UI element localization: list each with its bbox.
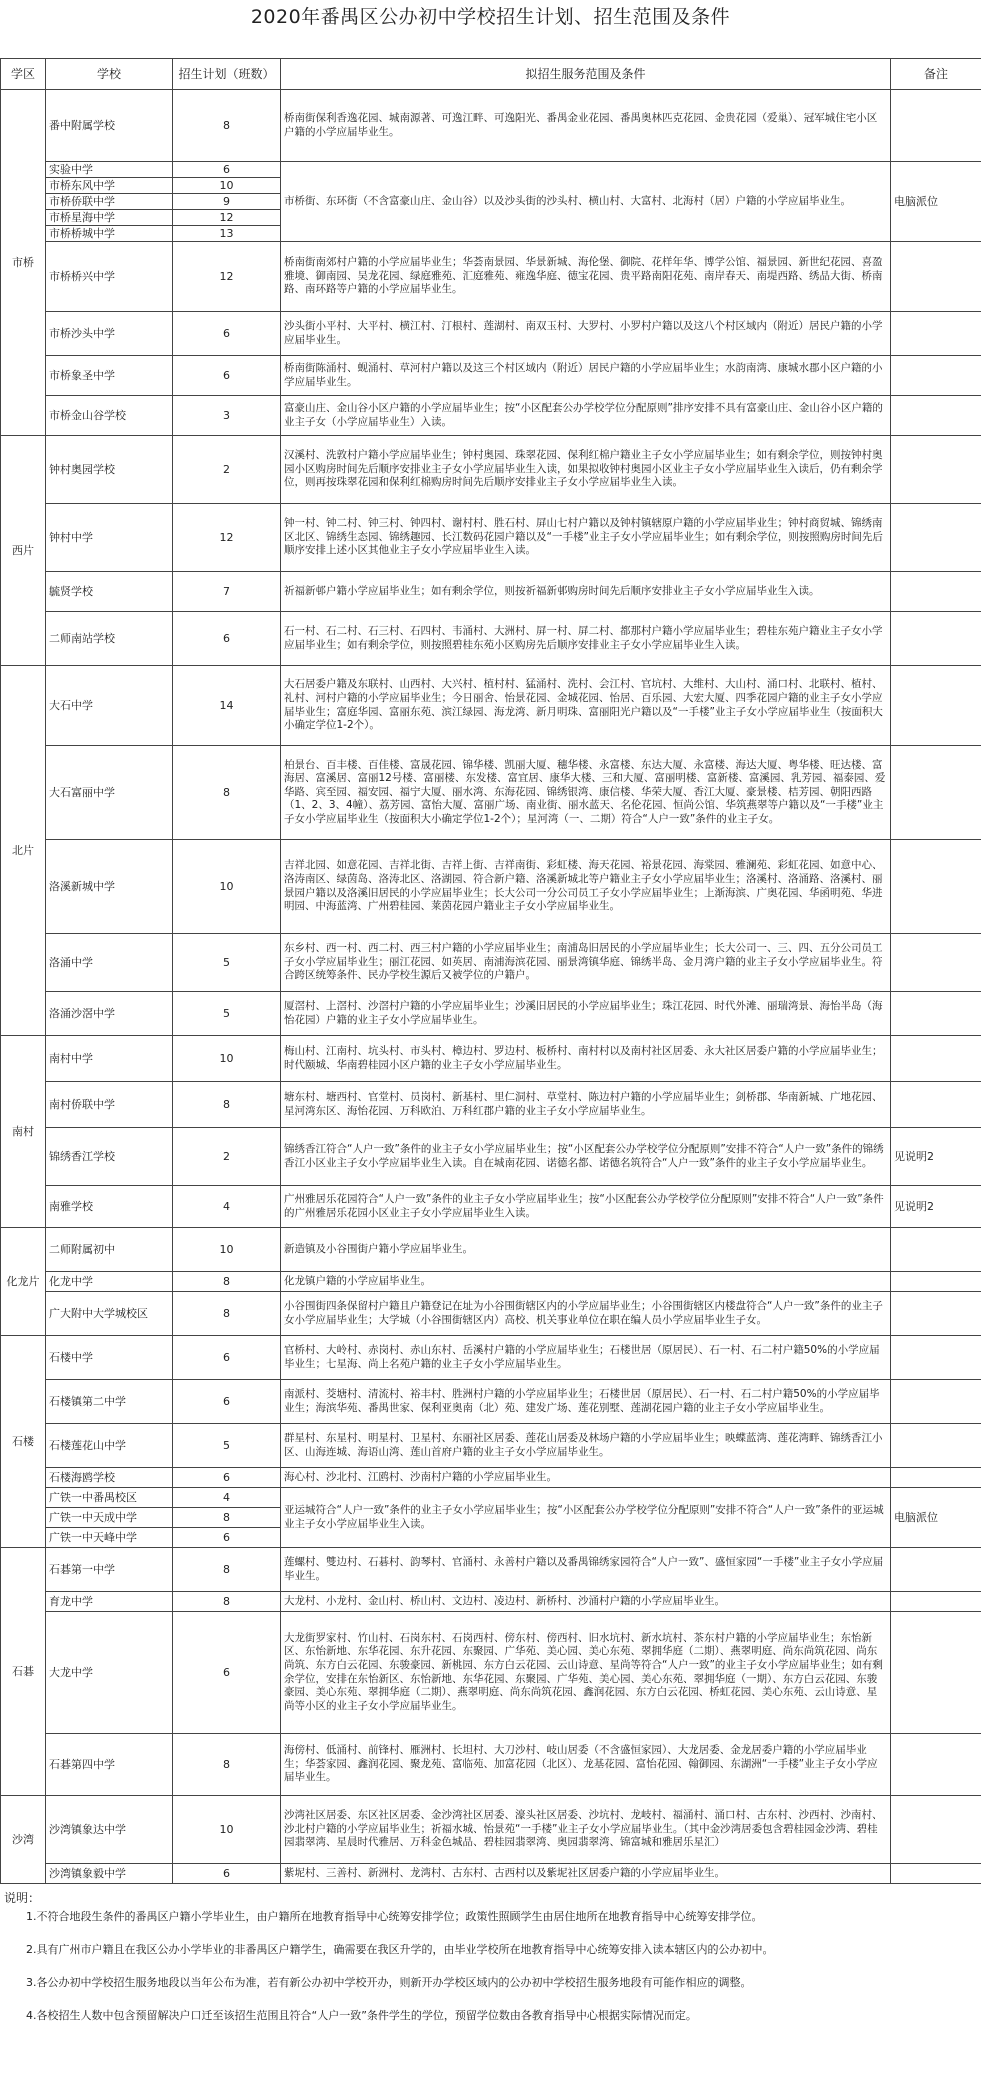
school-cell: 育龙中学 bbox=[46, 1592, 173, 1612]
plan-cell: 7 bbox=[173, 572, 281, 612]
scope-cell: 厦滘村、上滘村、沙滘村户籍的小学应届毕业生；沙溪旧居民的小学应届毕业生；珠江花园、时代外滩、丽瑞湾景、海怡半岛（海怡花园）户籍的业主子女小学应届毕业生。 bbox=[281, 992, 891, 1036]
plan-cell: 6 bbox=[173, 1864, 281, 1884]
region-cell: 南村 bbox=[1, 1036, 46, 1228]
school-cell: 广铁一中天成中学 bbox=[46, 1508, 173, 1528]
remark-cell bbox=[891, 1336, 981, 1380]
table-row bbox=[1, 1128, 981, 1186]
plan-cell: 10 bbox=[173, 1796, 281, 1864]
scope-cell: 莲螺村、雙边村、石碁村、韵琴村、官涌村、永善村户籍以及番禺锦绣家园符合“人户一致”、盛恒家园“一手楼”业主子女小学应届毕业生。 bbox=[281, 1548, 891, 1592]
page-title: 2020年番禺区公办初中学校招生计划、招生范围及条件 bbox=[250, 6, 731, 28]
plan-cell: 8 bbox=[173, 1272, 281, 1292]
scope-cell: 大龙村、小龙村、金山村、桥山村、文边村、凌边村、新桥村、沙涌村户籍的小学应届毕业生。 bbox=[281, 1592, 891, 1612]
header-remark: 备注 bbox=[891, 59, 981, 90]
scope-cell: 柏景台、百丰楼、百佳楼、富晟花园、锦华楼、凯丽大厦、穗华楼、永富楼、东达大厦、永富楼、海达大厦、粤华楼、旺达楼、富海居、富溪居、富丽12号楼、富丽楼、东发楼、富宜居、康华大楼、三和大厦、富丽明楼、富新楼、富溪园、乳芳园、福泰园、爱华路、宾至园、福安园、福宁大厦、丽水湾、东海花园、锦绣银湾、康信楼、华荣大厦、香江大厦、豪景楼、桔芳园、朝阳西路（1、2、3、4幢）、荔芳园、富怡大厦、富丽广场、南业街、丽水蓝天、名伦花园、恒尚公馆、华筑燕翠等户籍以及“一手楼”业主子女小学应届毕业生（按面积大小确定学位1-2个）；星河湾（一、二期）符合“人户一致”条件的业主子女。 bbox=[281, 746, 891, 840]
region-cell: 石楼 bbox=[1, 1336, 46, 1548]
scope-cell: 石一村、石二村、石三村、石四村、韦涌村、大洲村、屏一村、屏二村、都那村户籍小学应届毕业生；碧桂东苑户籍业主子女小学应届毕业生；如有剩余学位，则按照碧桂东苑小区购房先后顺序安排业主子女小学应届毕业生入读。 bbox=[281, 612, 891, 666]
school-cell: 广铁一中天峰中学 bbox=[46, 1528, 173, 1548]
remark-cell bbox=[891, 840, 981, 934]
school-cell: 钟村中学 bbox=[46, 504, 173, 572]
school-cell: 大石富丽中学 bbox=[46, 746, 173, 840]
scope-cell: 海心村、沙北村、江鸥村、沙南村户籍的小学应届毕业生。 bbox=[281, 1468, 891, 1488]
plan-cell: 6 bbox=[173, 1612, 281, 1734]
table-row bbox=[1, 1796, 981, 1864]
note-item: 4.各校招生人数中包含预留解决户口迁至该招生范围且符合“人户一致”条件学生的学位，预留学位数由各教育指导中心根据实际情况而定。 bbox=[26, 2009, 697, 2022]
remark-cell bbox=[891, 436, 981, 504]
scope-cell: 吉祥北园、如意花园、吉祥北街、吉祥上街、吉祥南街、彩虹楼、海天花园、裕景花园、海棠园、雅澜苑、彩虹花园、如意中心、洛涛南区、绿茵岛、洛涛北区、洛湖园、符合新户籍、洛溪新城北等户籍业主子女小学应届毕业生；洛溪村、洛涌路、洛溪村、丽景园户籍以及洛溪旧居民的小学应届毕业生；长大公司一分公司员工子女小学应届毕业生；上渐海滨、广奥花园、华函明苑、华进明园、中海蓝湾、广州碧桂园、莱茵花园户籍业主子女小学应届毕业生。 bbox=[281, 840, 891, 934]
plan-cell: 4 bbox=[173, 1186, 281, 1228]
remark-cell bbox=[891, 90, 981, 162]
scope-cell: 梅山村、江南村、坑头村、市头村、樟边村、罗边村、板桥村、南村村以及南村社区居委、永大社区居委户籍的小学应届毕业生；时代颐城、华南碧桂园小区户籍的业主子女小学应届毕业生。 bbox=[281, 1036, 891, 1082]
remark-cell bbox=[891, 1612, 981, 1734]
table-row bbox=[1, 1612, 981, 1734]
scope-cell: 祈福新邨户籍小学应届毕业生；如有剩余学位，则按祈福新邨购房时间先后顺序安排业主子女小学应届毕业生入读。 bbox=[281, 572, 891, 612]
header-region: 学区 bbox=[1, 59, 46, 90]
school-cell: 市桥星海中学 bbox=[46, 210, 173, 226]
table-row bbox=[1, 1336, 981, 1380]
table-row bbox=[1, 1036, 981, 1082]
school-cell: 大石中学 bbox=[46, 666, 173, 746]
remark-cell bbox=[891, 746, 981, 840]
remark-cell: 电脑派位 bbox=[891, 162, 981, 242]
table-row bbox=[1, 1082, 981, 1128]
school-cell: 石碁第四中学 bbox=[46, 1734, 173, 1796]
table-row bbox=[1, 1488, 981, 1508]
region-cell: 西片 bbox=[1, 436, 46, 666]
table-row bbox=[1, 242, 981, 312]
plan-cell: 8 bbox=[173, 1592, 281, 1612]
table-row bbox=[1, 1592, 981, 1612]
remark-cell bbox=[891, 1292, 981, 1336]
header-plan: 招生计划（班数） bbox=[173, 59, 281, 90]
school-cell: 番中附属学校 bbox=[46, 90, 173, 162]
plan-cell: 6 bbox=[173, 1468, 281, 1488]
school-cell: 市桥桥兴中学 bbox=[46, 242, 173, 312]
remark-cell bbox=[891, 992, 981, 1036]
school-cell: 二师南站学校 bbox=[46, 612, 173, 666]
table-row bbox=[1, 1186, 981, 1228]
scope-cell: 市桥街、东环街（不含富豪山庄、金山谷）以及沙头街的沙头村、横山村、大富村、北海村（居）户籍的小学应届毕业生。 bbox=[281, 162, 891, 242]
remark-cell bbox=[891, 1036, 981, 1082]
remark-cell bbox=[891, 1468, 981, 1488]
remark-cell bbox=[891, 1228, 981, 1272]
scope-cell: 钟一村、钟二村、钟三村、钟四村、谢村村、胜石村、屏山七村户籍以及钟村镇辖原户籍的小学应届毕业生；钟村商贸城、锦绣南区北区、锦绣生态园、锦绣趣园、长江数码花园户籍以及“一手楼”业主子女小学应届毕业生；如有剩余学位，则按照购房时间先后顺序安排上述小区其他业主子女小学应届毕业生入读。 bbox=[281, 504, 891, 572]
school-cell: 市桥金山谷学校 bbox=[46, 396, 173, 436]
plan-cell: 12 bbox=[173, 242, 281, 312]
scope-cell: 富豪山庄、金山谷小区户籍的小学应届毕业生；按“小区配套公办学校学位分配原则”排序安排不具有富豪山庄、金山谷小区户籍的业主子女（小学应届毕业生）入读。 bbox=[281, 396, 891, 436]
table-row bbox=[1, 1424, 981, 1468]
scope-cell: 桥南街陈涌村、蚬涌村、草河村户籍以及这三个村区域内（附近）居民户籍的小学应届毕业生；水韵南湾、康城水郡小区户籍的小学应届毕业生。 bbox=[281, 356, 891, 396]
plan-cell: 6 bbox=[173, 356, 281, 396]
school-cell: 沙湾镇象毅中学 bbox=[46, 1864, 173, 1884]
table-row bbox=[1, 1228, 981, 1272]
plan-cell: 8 bbox=[173, 1548, 281, 1592]
remark-cell bbox=[891, 572, 981, 612]
plan-cell: 9 bbox=[173, 194, 281, 210]
remark-cell bbox=[891, 1424, 981, 1468]
table-row bbox=[1, 572, 981, 612]
remark-cell bbox=[891, 312, 981, 356]
table-row bbox=[1, 1734, 981, 1796]
scope-cell: 群星村、东星村、明星村、卫星村、东丽社区居委、莲花山居委及林场户籍的小学应届毕业生；映蝶蓝湾、莲花湾畔、锦绣香江小区、山海连城、海语山湾、莲山首府户籍的业主子女小学应届毕业生。 bbox=[281, 1424, 891, 1468]
remark-cell bbox=[891, 612, 981, 666]
table-row bbox=[1, 934, 981, 992]
remark-cell bbox=[891, 1592, 981, 1612]
table-row bbox=[1, 90, 981, 162]
scope-cell: 东乡村、西一村、西二村、西三村户籍的小学应届毕业生；南浦岛旧居民的小学应届毕业生；长大公司一、三、四、五分公司员工子女小学应届毕业生；丽江花园、如英居、南浦海滨花园、丽景湾镇华庭、锦绣半岛、金月湾户籍的业主子女小学应届毕业生。符合跨区统筹条件、民办学校生源后又被学位的户籍户。 bbox=[281, 934, 891, 992]
scope-cell: 汉溪村、洗敦村户籍小学应届毕业生；钟村奥园、珠翠花园、保利红棉户籍业主子女小学应届毕业生；如有剩余学位，则按钟村奥园小区购房时间先后顺序安排业主子女小学应届毕业生入读，如果拟收钟村奥园小区业主子女小学应届毕业生入读后，仍有剩余学位，则再按珠翠花园和保利红棉购房时间先后顺序安排业主子女小学应届毕业生入读。 bbox=[281, 436, 891, 504]
plan-cell: 2 bbox=[173, 1128, 281, 1186]
plan-cell: 2 bbox=[173, 436, 281, 504]
plan-cell: 5 bbox=[173, 992, 281, 1036]
header-scope: 拟招生服务范围及条件 bbox=[281, 59, 891, 90]
scope-cell: 官桥村、大岭村、赤岗村、赤山东村、岳溪村户籍的小学应届毕业生；石楼世居（原居民）、石一村、石二村户籍50%的小学应届毕业生；七星海、尚上名苑户籍的业主子女小学应届毕业生。 bbox=[281, 1336, 891, 1380]
plan-cell: 8 bbox=[173, 1508, 281, 1528]
school-cell: 南雅学校 bbox=[46, 1186, 173, 1228]
school-cell: 市桥沙头中学 bbox=[46, 312, 173, 356]
remark-cell bbox=[891, 1796, 981, 1864]
table-row bbox=[1, 840, 981, 934]
school-cell: 沙湾镇象达中学 bbox=[46, 1796, 173, 1864]
school-cell: 化龙中学 bbox=[46, 1272, 173, 1292]
plan-cell: 6 bbox=[173, 312, 281, 356]
plan-cell: 10 bbox=[173, 1036, 281, 1082]
scope-cell: 紫坭村、三善村、新洲村、龙湾村、古东村、古西村以及紫坭社区居委户籍的小学应届毕业生。 bbox=[281, 1864, 891, 1884]
plan-cell: 6 bbox=[173, 1380, 281, 1424]
remark-cell bbox=[891, 1734, 981, 1796]
remark-cell bbox=[891, 356, 981, 396]
school-cell: 南村侨联中学 bbox=[46, 1082, 173, 1128]
notes-section bbox=[0, 1884, 981, 2042]
region-cell: 市桥 bbox=[1, 90, 46, 436]
remark-cell bbox=[891, 666, 981, 746]
region-cell: 北片 bbox=[1, 666, 46, 1036]
remark-cell bbox=[891, 242, 981, 312]
table-row bbox=[1, 612, 981, 666]
school-cell: 市桥东风中学 bbox=[46, 178, 173, 194]
school-cell: 二师附属初中 bbox=[46, 1228, 173, 1272]
table-row bbox=[1, 1272, 981, 1292]
plan-cell: 3 bbox=[173, 396, 281, 436]
scope-cell: 新造镇及小谷围街户籍小学应届毕业生。 bbox=[281, 1228, 891, 1272]
remark-cell bbox=[891, 1548, 981, 1592]
table-row bbox=[1, 396, 981, 436]
plan-cell: 13 bbox=[173, 226, 281, 242]
scope-cell: 海傍村、低涌村、前锋村、雁洲村、长坦村、大刀沙村、岐山居委（不含盛恒家园）、大龙居委、金龙居委户籍的小学应届毕业生；华荟家园、鑫润花园、聚龙苑、富临苑、加富花园（北区）、龙基花园、富怡花园、翰御园、东湖洲“一手楼”业主子女小学应届毕业生。 bbox=[281, 1734, 891, 1796]
plan-cell: 4 bbox=[173, 1488, 281, 1508]
notes-title: 说明： bbox=[4, 1891, 41, 1905]
plan-cell: 8 bbox=[173, 1082, 281, 1128]
header-school: 学校 bbox=[46, 59, 173, 90]
table-row bbox=[1, 1292, 981, 1336]
table-row bbox=[1, 504, 981, 572]
plan-cell: 10 bbox=[173, 1228, 281, 1272]
plan-cell: 10 bbox=[173, 840, 281, 934]
plan-cell: 6 bbox=[173, 162, 281, 178]
title-spacer bbox=[0, 34, 981, 58]
scope-cell: 桥南街南郊村户籍的小学应届毕业生；华荟南景园、华景新城、海伦堡、御院、花样年华、博学公馆、福景园、新世纪花园、喜盈雅境、御南园、吴龙花园、绿庭雅苑、汇庭雅苑、雍逸华庭、德宝花园、贵平路南阳花苑、南岸春天、南堤西路、绣品大街、桥南路、南环路等户籍的小学应届毕业生。 bbox=[281, 242, 891, 312]
remark-cell bbox=[891, 1864, 981, 1884]
table-row bbox=[1, 436, 981, 504]
plan-cell: 8 bbox=[173, 1734, 281, 1796]
school-cell: 石楼镇第二中学 bbox=[46, 1380, 173, 1424]
school-cell: 市桥桥城中学 bbox=[46, 226, 173, 242]
school-cell: 广大附中大学城校区 bbox=[46, 1292, 173, 1336]
remark-cell: 电脑派位 bbox=[891, 1488, 981, 1548]
table-header-row bbox=[1, 59, 981, 90]
scope-cell: 桥南街保利香逸花园、城南源著、可逸江畔、可逸阳光、番禺金业花园、番禺奥林匹克花园、金贵花园（爱巢）、冠军城住宅小区户籍的小学应届毕业生。 bbox=[281, 90, 891, 162]
school-cell: 钟村奥园学校 bbox=[46, 436, 173, 504]
school-cell: 石碁第一中学 bbox=[46, 1548, 173, 1592]
school-cell: 洛溪新城中学 bbox=[46, 840, 173, 934]
region-cell: 化龙片 bbox=[1, 1228, 46, 1336]
plan-cell: 6 bbox=[173, 1528, 281, 1548]
scope-cell: 塘东村、塘西村、官堂村、员岗村、新基村、里仁洞村、草堂村、陈边村户籍的小学应届毕业生；剑桥郡、华南新城、广地花园、星河湾东区、海怡花园、万科欧泊、万科红郡户籍的业主子女小学应届毕业生。 bbox=[281, 1082, 891, 1128]
remark-cell bbox=[891, 504, 981, 572]
school-cell: 石楼莲花山中学 bbox=[46, 1424, 173, 1468]
region-cell: 沙湾 bbox=[1, 1796, 46, 1884]
table-row bbox=[1, 356, 981, 396]
school-cell: 石楼海鸥学校 bbox=[46, 1468, 173, 1488]
remark-cell bbox=[891, 1082, 981, 1128]
plan-cell: 12 bbox=[173, 504, 281, 572]
school-cell: 大龙中学 bbox=[46, 1612, 173, 1734]
school-cell: 广铁一中番禺校区 bbox=[46, 1488, 173, 1508]
plan-cell: 8 bbox=[173, 746, 281, 840]
plan-cell: 5 bbox=[173, 1424, 281, 1468]
plan-cell: 10 bbox=[173, 178, 281, 194]
plan-cell: 6 bbox=[173, 1336, 281, 1380]
scope-cell: 亚运城符合“人户一致”条件的业主子女小学应届毕业生；按“小区配套公办学校学位分配原则”安排不符合“人户一致”条件的亚运城业主子女小学应届毕业生入读。 bbox=[281, 1488, 891, 1548]
remark-cell bbox=[891, 396, 981, 436]
note-item: 3.各公办初中学校招生服务地段以当年公布为准，若有新公办初中学校开办，则新开办学校区域内的公办初中学校招生服务地段有可能作相应的调整。 bbox=[26, 1976, 752, 1989]
school-cell: 南村中学 bbox=[46, 1036, 173, 1082]
table-row bbox=[1, 162, 981, 178]
region-cell: 石碁 bbox=[1, 1548, 46, 1796]
table-row bbox=[1, 992, 981, 1036]
scope-cell: 大龙街罗家村、竹山村、石岗东村、石岗西村、傍东村、傍西村、旧水坑村、新水坑村、茶东村户籍的小学应届毕业生；东怡新区、东怡新地、东华花园、东升花园、东聚园、广华苑、美心园、美心东苑、翠拥华庭（二期）、燕翠明庭、尚东尚筑花园、尚东尚筑、东方白云花园、东骏豪园、新桃园、东方白云花园、云山诗意、星尚等符合“人户一致”的业主子女小学应届毕业生；如有剩余学位，安排在东怡新区、东怡新地、东华花园、东聚园、广华苑、美心园、美心东苑、翠拥华庭（一期）、东方白云花园、东骏豪园、美心东苑、翠拥华庭（二期）、燕翠明庭、尚东尚筑花园、鑫润花园、东方白云花园、桥虹花园、美心东苑、云山诗意、星尚等小区的业主子女小学应届毕业生。 bbox=[281, 1612, 891, 1734]
table-row bbox=[1, 746, 981, 840]
scope-cell: 南派村、茭塘村、清流村、裕丰村、胜洲村户籍的小学应届毕业生；石楼世居（原居民）、石一村、石二村户籍50%的小学应届毕业生；海滨华苑、番禺世家、保利亚奥南（北）苑、建发广场、莲花别墅、莲湖花园户籍的业主子女小学应届毕业生。 bbox=[281, 1380, 891, 1424]
plan-cell: 8 bbox=[173, 1292, 281, 1336]
table-row bbox=[1, 1548, 981, 1592]
plan-cell: 8 bbox=[173, 90, 281, 162]
school-cell: 洛涌沙滘中学 bbox=[46, 992, 173, 1036]
scope-cell: 沙头街小平村、大平村、横江村、汀根村、莲湖村、南双玉村、大罗村、小罗村户籍以及这八个村区域内（附近）居民户籍的小学应届毕业生。 bbox=[281, 312, 891, 356]
table-row bbox=[1, 1468, 981, 1488]
remark-cell bbox=[891, 934, 981, 992]
remark-cell bbox=[891, 1380, 981, 1424]
note-item: 1.不符合地段生条件的番禺区户籍小学毕业生，由户籍所在地教育指导中心统筹安排学位；政策性照顾学生由居住地所在地教育指导中心统筹安排学位。 bbox=[26, 1910, 763, 1923]
table-row bbox=[1, 1380, 981, 1424]
scope-cell: 广州雅居乐花园符合“人户一致”条件的业主子女小学应届毕业生；按“小区配套公办学校学位分配原则”安排不符合“人户一致”条件的广州雅居乐花园小区业主子女小学应届毕业生入读。 bbox=[281, 1186, 891, 1228]
plan-cell: 14 bbox=[173, 666, 281, 746]
scope-cell: 化龙镇户籍的小学应届毕业生。 bbox=[281, 1272, 891, 1292]
enrollment-table bbox=[0, 58, 981, 1884]
school-cell: 毓贤学校 bbox=[46, 572, 173, 612]
table-row bbox=[1, 1864, 981, 1884]
remark-cell: 见说明2 bbox=[891, 1128, 981, 1186]
scope-cell: 小谷围街四条保留村户籍且户籍登记在址为小谷围街辖区内的小学应届毕业生；小谷围街辖区内楼盘符合“人户一致”条件的业主子女小学应届毕业生；大学城（小谷围街辖区内）高校、机关事业单位在职在编人员小学应届毕业生子女。 bbox=[281, 1292, 891, 1336]
scope-cell: 大石居委户籍及东联村、山西村、大兴村、植村村、猛涌村、洗村、会江村、官坑村、大维村、大山村、涌口村、北联村、植村、礼村、河村户籍的小学应届毕业生；今日丽舍、怡景花园、金城花园、怡居、百乐园、大宏大厦、四季花园户籍的业主子女小学应届毕业生；富庭华园、富丽东苑、滨江绿园、海龙湾、新月明珠、富丽阳光户籍以及“一手楼”业主子女小学应届毕业生（按面积大小确定学位1-2个）。 bbox=[281, 666, 891, 746]
scope-cell: 锦绣香江符合“人户一致”条件的业主子女小学应届毕业生；按“小区配套公办学校学位分配原则”安排不符合“人户一致”条件的锦绣香江小区业主子女小学应届毕业生入读。自在城南花园、诺德名都、诺德名筑符合“人户一致”条件的业主子女小学应届毕业生。 bbox=[281, 1128, 891, 1186]
school-cell: 锦绣香江学校 bbox=[46, 1128, 173, 1186]
table-row bbox=[1, 666, 981, 746]
scope-cell: 沙湾社区居委、东区社区居委、金沙湾社区居委、濠头社区居委、沙坑村、龙岐村、福涌村、涌口村、古东村、沙西村、沙南村、沙北村户籍的小学应届毕业生；祈福水城、怡景苑“一手楼”业主子女小学应届毕业生。（其中金沙湾居委包含碧桂园金沙湾、碧桂园翡翠湾、星晨时代雅居、万科金色城品、碧桂园翡翠湾、奥园翡翠湾、锦富城和雅居乐星汇） bbox=[281, 1796, 891, 1864]
note-item: 2.具有广州市户籍且在我区公办小学毕业的非番禺区户籍学生，确需要在我区升学的，由毕业学校所在地教育指导中心统筹安排入读本辖区内的公办初中。 bbox=[26, 1943, 774, 1956]
table-row bbox=[1, 312, 981, 356]
school-cell: 市桥象圣中学 bbox=[46, 356, 173, 396]
plan-cell: 6 bbox=[173, 612, 281, 666]
school-cell: 石楼中学 bbox=[46, 1336, 173, 1380]
school-cell: 洛涌中学 bbox=[46, 934, 173, 992]
plan-cell: 12 bbox=[173, 210, 281, 226]
remark-cell: 见说明2 bbox=[891, 1186, 981, 1228]
school-cell: 市桥侨联中学 bbox=[46, 194, 173, 210]
school-cell: 实验中学 bbox=[46, 162, 173, 178]
plan-cell: 5 bbox=[173, 934, 281, 992]
remark-cell bbox=[891, 1272, 981, 1292]
